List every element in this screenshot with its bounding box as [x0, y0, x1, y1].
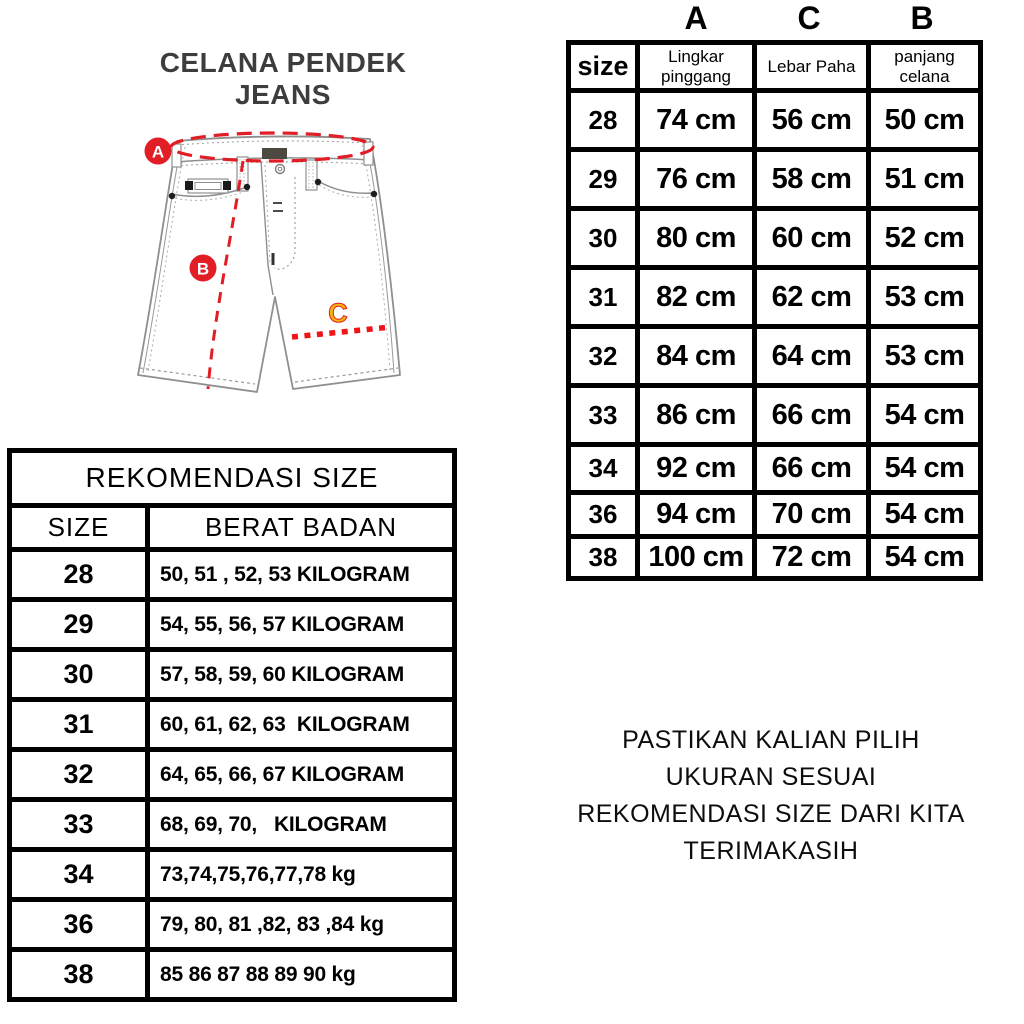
coin-pocket — [188, 179, 228, 193]
waist-cell: 82 cm — [638, 268, 755, 327]
thigh-cell: 56 cm — [755, 91, 869, 150]
column-letter-a: A — [684, 0, 708, 36]
length-cell: 50 cm — [869, 91, 981, 150]
size-cell: 33 — [10, 800, 148, 850]
size-cell: 29 — [10, 600, 148, 650]
size-cell: 32 — [569, 327, 638, 386]
length-cell: 51 cm — [869, 150, 981, 209]
shorts-diagram — [110, 125, 510, 425]
weight-cell: 57, 58, 59, 60 KILOGRAM — [148, 650, 455, 700]
waist-cell: 76 cm — [638, 150, 755, 209]
table-row — [10, 900, 455, 950]
table-row — [10, 550, 455, 600]
size-cell: 30 — [569, 209, 638, 268]
table-row — [569, 537, 981, 579]
table-row — [10, 750, 455, 800]
marker-b-label: B — [196, 259, 210, 279]
marker-a-label: A — [151, 142, 165, 162]
length-cell: 53 cm — [869, 268, 981, 327]
size-cell: 31 — [569, 268, 638, 327]
size-cell: 29 — [569, 150, 638, 209]
weight-cell: 64, 65, 66, 67 KILOGRAM — [148, 750, 455, 800]
footer-note-line: REKOMENDASI SIZE DARI KITA — [577, 800, 965, 828]
table-row — [10, 700, 455, 750]
thigh-cell: 62 cm — [755, 268, 869, 327]
footer-note-line: PASTIKAN KALIAN PILIH — [622, 726, 920, 754]
size-cell: 34 — [569, 445, 638, 493]
thigh-cell: 60 cm — [755, 209, 869, 268]
recommendation-title-row — [10, 451, 455, 506]
weight-cell: 73,74,75,76,77,78 kg — [148, 850, 455, 900]
size-cell: 28 — [10, 550, 148, 600]
table-row — [10, 650, 455, 700]
length-cell: 54 cm — [869, 537, 981, 579]
table-row — [10, 950, 455, 1000]
measurement-header-row — [569, 43, 981, 91]
size-cell: 36 — [10, 900, 148, 950]
table-row — [569, 91, 981, 150]
shorts-silhouette — [138, 136, 400, 392]
fly-bottom-tack — [272, 253, 275, 265]
header-size: size — [569, 43, 638, 91]
weight-cell: 54, 55, 56, 57 KILOGRAM — [148, 600, 455, 650]
coin-pocket-tab-right — [223, 181, 231, 190]
recommendation-header-row — [10, 506, 455, 550]
table-row — [569, 445, 981, 493]
length-cell: 54 cm — [869, 445, 981, 493]
length-cell: 53 cm — [869, 327, 981, 386]
waist-cell: 74 cm — [638, 91, 755, 150]
size-cell: 38 — [569, 537, 638, 579]
weight-cell: 85 86 87 88 89 90 kg — [148, 950, 455, 1000]
measurement-table — [566, 40, 983, 581]
size-cell: 28 — [569, 91, 638, 150]
table-row — [569, 268, 981, 327]
table-row — [10, 850, 455, 900]
length-cell: 52 cm — [869, 209, 981, 268]
thigh-cell: 72 cm — [755, 537, 869, 579]
table-row — [10, 800, 455, 850]
size-cell: 32 — [10, 750, 148, 800]
header-weight: BERAT BADAN — [148, 506, 455, 550]
weight-cell: 50, 51 , 52, 53 KILOGRAM — [148, 550, 455, 600]
table-row — [569, 493, 981, 537]
recommendation-table — [7, 448, 457, 1002]
weight-cell: 60, 61, 62, 63 KILOGRAM — [148, 700, 455, 750]
footer-note-line: UKURAN SESUAI — [665, 763, 877, 791]
thigh-cell: 64 cm — [755, 327, 869, 386]
length-cell: 54 cm — [869, 386, 981, 445]
length-cell: 54 cm — [869, 493, 981, 537]
table-row — [569, 327, 981, 386]
coin-pocket-tab-left — [185, 181, 193, 190]
size-cell: 30 — [10, 650, 148, 700]
size-cell: 36 — [569, 493, 638, 537]
table-row — [569, 150, 981, 209]
weight-cell: 68, 69, 70, KILOGRAM — [148, 800, 455, 850]
footer-note — [540, 722, 1002, 870]
header-size: SIZE — [10, 506, 148, 550]
thigh-cell: 66 cm — [755, 445, 869, 493]
header-thigh: Lebar Paha — [755, 43, 869, 91]
table-row — [10, 600, 455, 650]
waist-cell: 92 cm — [638, 445, 755, 493]
thigh-cell: 70 cm — [755, 493, 869, 537]
footer-note-line: TERIMAKASIH — [683, 837, 859, 865]
waist-cell: 80 cm — [638, 209, 755, 268]
size-cell: 31 — [10, 700, 148, 750]
waist-cell: 86 cm — [638, 386, 755, 445]
marker-c-label: C — [328, 298, 348, 328]
button — [276, 165, 285, 174]
thigh-cell: 58 cm — [755, 150, 869, 209]
size-cell: 33 — [569, 386, 638, 445]
size-cell: 34 — [10, 850, 148, 900]
size-cell: 38 — [10, 950, 148, 1000]
page-title: CELANA PENDEK JEANS — [159, 47, 407, 110]
waist-cell: 100 cm — [638, 537, 755, 579]
table-row — [569, 209, 981, 268]
column-letter-b: B — [910, 0, 934, 36]
thigh-cell: 66 cm — [755, 386, 869, 445]
waist-cell: 84 cm — [638, 327, 755, 386]
waist-cell: 94 cm — [638, 493, 755, 537]
weight-cell: 79, 80, 81 ,82, 83 ,84 kg — [148, 900, 455, 950]
header-length: panjang celana — [869, 43, 981, 91]
column-letter-c: C — [797, 0, 821, 36]
table-row — [569, 386, 981, 445]
recommendation-title: REKOMENDASI SIZE — [10, 451, 455, 506]
header-waist: Lingkar pinggang — [638, 43, 755, 91]
brand-label-patch — [262, 148, 287, 159]
